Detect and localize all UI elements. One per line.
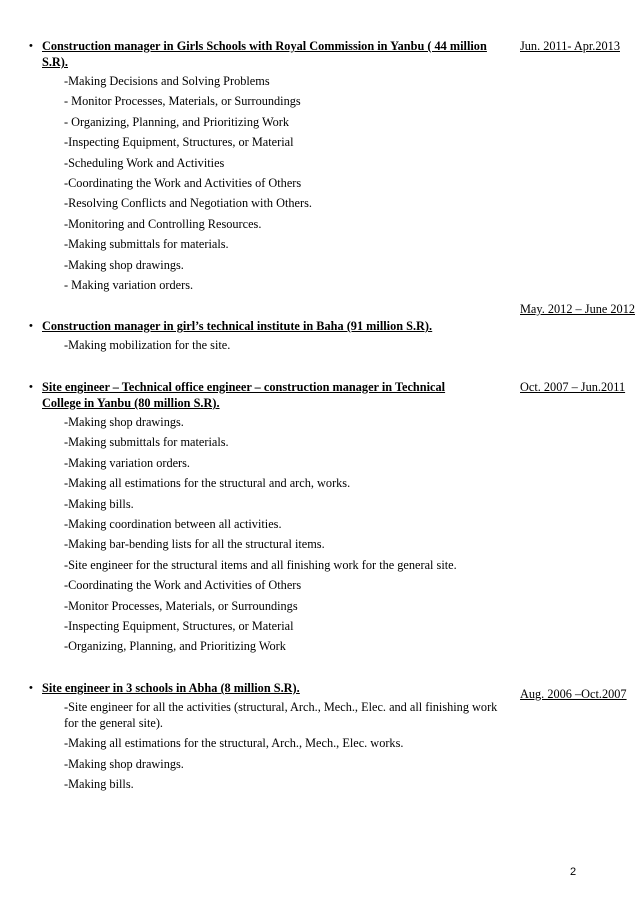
job-entry	[30, 379, 638, 659]
job-date: May. 2012 – June 2012	[520, 302, 635, 316]
task-item: -Inspecting Equipment, Structures, or Material	[64, 618, 294, 633]
task-item: -Making bills.	[64, 496, 134, 511]
page-number: 2	[570, 866, 577, 878]
job-date: Oct. 2007 – Jun.2011	[520, 380, 626, 394]
task-item: - Making variation orders.	[64, 277, 194, 292]
task-item: -Inspecting Equipment, Structures, or Material	[64, 135, 294, 150]
task-item: - Organizing, Planning, and Prioritizing Work	[64, 114, 289, 129]
task-item: -Making submittals for materials.	[64, 237, 229, 252]
task-item: -Site engineer for all the activities (structural, Arch., Mech., Elec. and all finishing work for the general site).	[64, 700, 498, 730]
task-item: -Making variation orders.	[64, 455, 191, 470]
bullet-icon: •	[29, 320, 33, 332]
task-item: -Making all estimations for the structural and arch, works.	[64, 476, 351, 491]
task-list	[30, 337, 638, 353]
task-item: -Making bills.	[64, 777, 134, 792]
task-item: -Making mobilization for the site.	[64, 338, 231, 352]
bullet-icon: •	[29, 381, 33, 393]
job-title: • Site engineer – Technical office engineer – construction manager in Technical College in Yanbu (80 million S.R).	[29, 380, 446, 410]
task-item: -Scheduling Work and Activities	[64, 155, 225, 170]
job-title: • Construction manager in girl’s technical institute in Baha (91 million S.R).	[29, 319, 433, 333]
task-item: -Making bar-bending lists for all the structural items.	[64, 537, 325, 552]
task-item: -Making all estimations for the structural, Arch., Mech., Elec. works.	[64, 736, 404, 751]
job-date: Aug. 2006 –Oct.2007	[520, 687, 627, 701]
task-item: -Coordinating the Work and Activities of Others	[64, 578, 302, 593]
task-item: -Making shop drawings.	[64, 415, 184, 429]
job-title: • Site engineer in 3 schools in Abha (8 million S.R).	[29, 681, 300, 695]
job-title: • Construction manager in Girls Schools with Royal Commission in Yanbu ( 44 million S.R).	[29, 39, 487, 69]
task-item: -Coordinating the Work and Activities of Others	[64, 175, 302, 190]
job-date: Jun. 2011- Apr.2013	[520, 39, 620, 53]
task-item: -Monitor Processes, Materials, or Surroundings	[64, 598, 298, 613]
job-entry	[30, 680, 638, 797]
task-item: -Organizing, Planning, and Prioritizing Work	[64, 639, 286, 654]
task-item: -Making coordination between all activities.	[64, 516, 282, 531]
bullet-icon: •	[29, 40, 33, 52]
task-item: -Making submittals for materials.	[64, 435, 229, 450]
bullet-icon: •	[29, 682, 33, 694]
job-entry	[30, 38, 638, 297]
task-list	[30, 699, 638, 792]
task-item: -Making Decisions and Solving Problems	[64, 74, 270, 88]
task-item: -Making shop drawings.	[64, 756, 184, 771]
task-item: -Resolving Conflicts and Negotiation with Others.	[64, 196, 312, 211]
job-entry	[29, 302, 638, 357]
task-item: - Monitor Processes, Materials, or Surroundings	[64, 94, 301, 109]
task-item: -Making shop drawings.	[64, 257, 184, 272]
task-list	[30, 414, 638, 654]
task-item: -Monitoring and Controlling Resources.	[64, 216, 262, 231]
task-list	[30, 73, 638, 293]
task-item: -Site engineer for the structural items and all finishing work for the general site.	[64, 557, 457, 572]
